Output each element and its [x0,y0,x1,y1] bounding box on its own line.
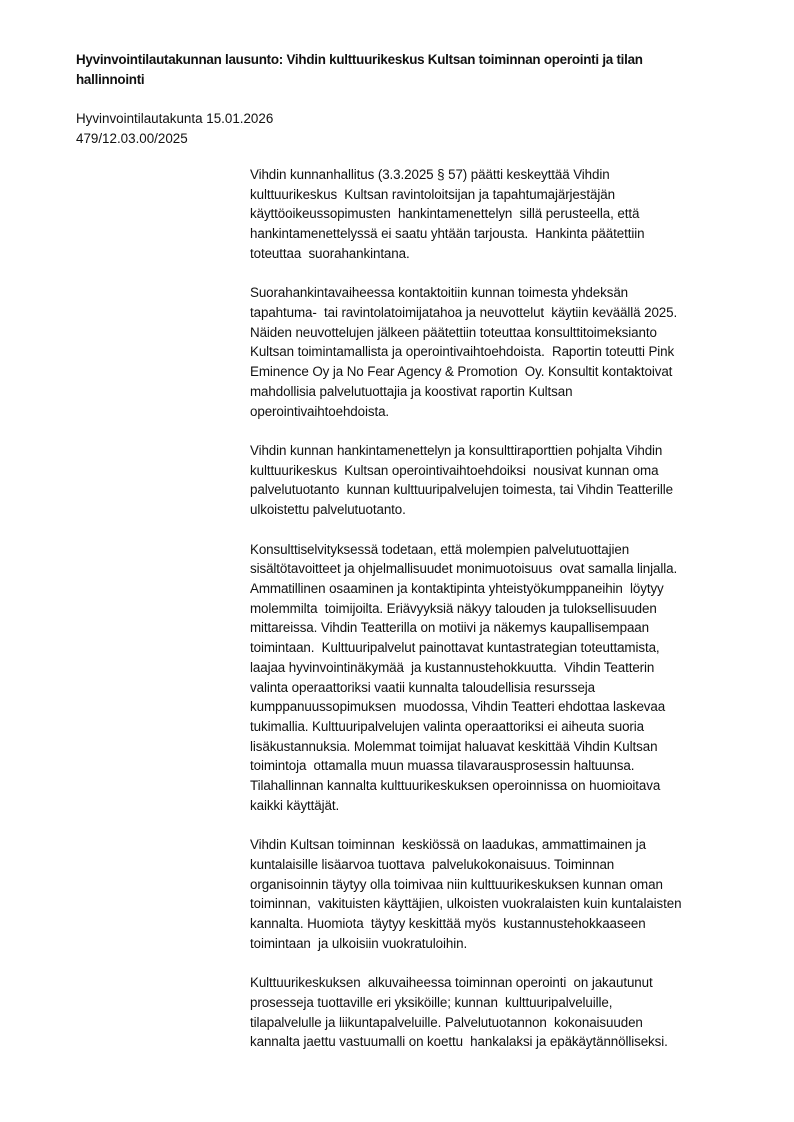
paragraph-line: Ammatillinen osaaminen ja kontaktipinta yhteistyökumppaneihin löytyy [250,581,664,597]
body-paragraph [250,165,750,264]
paragraph-line: kannalta. Huomiota täytyy keskittää myös kustannustehokkaaseen [250,916,646,932]
paragraph-line: kulttuurikeskus Kultsan ravintoloitsijan ja tapahtumajärjestäjän [250,186,615,202]
paragraph-line: Vihdin kunnan hankintamenettelyn ja konsulttiraporttien pohjalta Vihdin [250,443,663,459]
paragraph-line: Tilahallinnan kannalta kulttuurikeskuksen operoinnissa on huomioitava [250,778,661,794]
paragraph-line: molemmilta toimijoilta. Eriävyyksiä näkyy talouden ja tuloksellisuuden [250,600,657,616]
paragraph-line: Kultsan toimintamallista ja operointivaihtoehdoista. Raportin toteutti Pink [250,344,675,360]
paragraph-line: mittareissa. Vihdin Teatterilla on motiivi ja näkemys kaupallisempaan [250,620,649,636]
paragraph-line: Eminence Oy ja No Fear Agency & Promotion Oy. Konsultit kontaktoivat [250,364,673,380]
document-title [76,50,736,89]
paragraph-line: hankintamenettelyssä ei saatu yhtään tarjousta. Hankinta päätettiin [250,226,645,242]
reference-number: 479/12.03.00/2025 [76,130,188,146]
committee-date: Hyvinvointilautakunta 15.01.2026 [76,111,274,126]
paragraph-line: toimintaan. Kulttuuripalvelut painottavat kuntastrategian toteuttamista, [250,640,660,656]
paragraph-line: tukimallia. Kulttuuripalvelujen valinta operaattoriksi ei aiheuta suoria [250,718,644,734]
paragraph-line: mahdollisia palvelutuottajia ja koostivat raportin Kultsan [250,383,573,399]
paragraph-line: Kulttuurikeskuksen alkuvaiheessa toiminnan operointi on jakautunut [250,975,653,991]
title-line: Hyvinvointilautakunnan lausunto: Vihdin kulttuurikeskus Kultsan toiminnan operointi ja tilan [76,52,643,67]
paragraph-line: kaikki käyttäjät. [250,797,340,813]
paragraph-line: Konsulttiselvityksessä todetaan, että molempien palvelutuottajien [250,541,630,557]
paragraph-line: toteuttaa suorahankintana. [250,245,410,261]
body-paragraph [250,835,750,953]
paragraph-line: Näiden neuvottelujen jälkeen päätettiin toteuttaa konsulttitoimeksianto [250,324,657,340]
paragraph-line: sisältötavoitteet ja ohjelmallisuudet monimuotoisuus ovat samalla linjalla. [250,561,678,577]
document-meta [76,109,273,148]
paragraph-line: ulkoistettu palvelutuotanto. [250,502,406,518]
paragraph-line: palvelutuotanto kunnan kulttuuripalvelujen toimesta, tai Vihdin Teatterille [250,482,673,498]
body-paragraph [250,973,750,1052]
paragraph-line: operointivaihtoehdoista. [250,403,390,419]
paragraph-line: kuntalaisille lisäarvoa tuottava palvelukokonaisuus. Toiminnan [250,856,615,872]
paragraph-line: toiminnan, vakituisten käyttäjien, ulkoisten vuokralaisten kuin kuntalaisten [250,896,682,912]
paragraph-line: kumppanuussopimuksen muodossa, Vihdin Teatteri ehdottaa laskevaa [250,699,666,715]
body-paragraph [250,441,750,520]
paragraph-line: kannalta jaettu vastuumalli on koettu hankalaksi ja epäkäytännölliseksi. [250,1034,668,1050]
paragraph-line: organisoinnin täytyy olla toimivaa niin kulttuurikeskuksen kunnan oman [250,876,663,892]
body-paragraph [250,283,750,421]
body-paragraph [250,540,750,816]
paragraph-line: laajaa hyvinvointinäkymää ja kustannustehokkuutta. Vihdin Teatterin [250,659,655,675]
paragraph-line: valinta operaattoriksi vaatii kunnalta taloudellisia resursseja [250,679,596,695]
paragraph-line: tilapalvelulle ja liikuntapalveluille. Palvelutuotannon kokonaisuuden [250,1014,643,1030]
paragraph-line: lisäkustannuksia. Molemmat toimijat haluavat keskittää Vihdin Kultsan [250,738,658,754]
paragraph-line: tapahtuma- tai ravintolatoimijatahoa ja neuvottelut käytiin keväällä 2025. [250,305,678,321]
paragraph-line: toimintaan ja ulkoisiin vuokratuloihin. [250,935,468,951]
paragraph-line: toimintoja ottamalla muun muassa tilavarausprosessin haltuunsa. [250,758,635,774]
document-body [250,165,750,1072]
paragraph-line: Vihdin kunnanhallitus (3.3.2025 § 57) päätti keskeyttää Vihdin [250,167,610,182]
paragraph-line: prosesseja tuottaville eri yksiköille; kunnan kulttuuripalveluille, [250,995,613,1010]
paragraph-line: Vihdin Kultsan toiminnan keskiössä on laadukas, ammattimainen ja [250,837,646,853]
paragraph-line: Suorahankintavaiheessa kontaktoitiin kunnan toimesta yhdeksän [250,285,629,301]
paragraph-line: kulttuurikeskus Kultsan operointivaihtoehdoiksi nousivat kunnan oma [250,462,659,478]
title-line: hallinnointi [76,71,145,87]
paragraph-line: käyttöoikeussopimusten hankintamenettelyn sillä perusteella, että [250,206,640,222]
